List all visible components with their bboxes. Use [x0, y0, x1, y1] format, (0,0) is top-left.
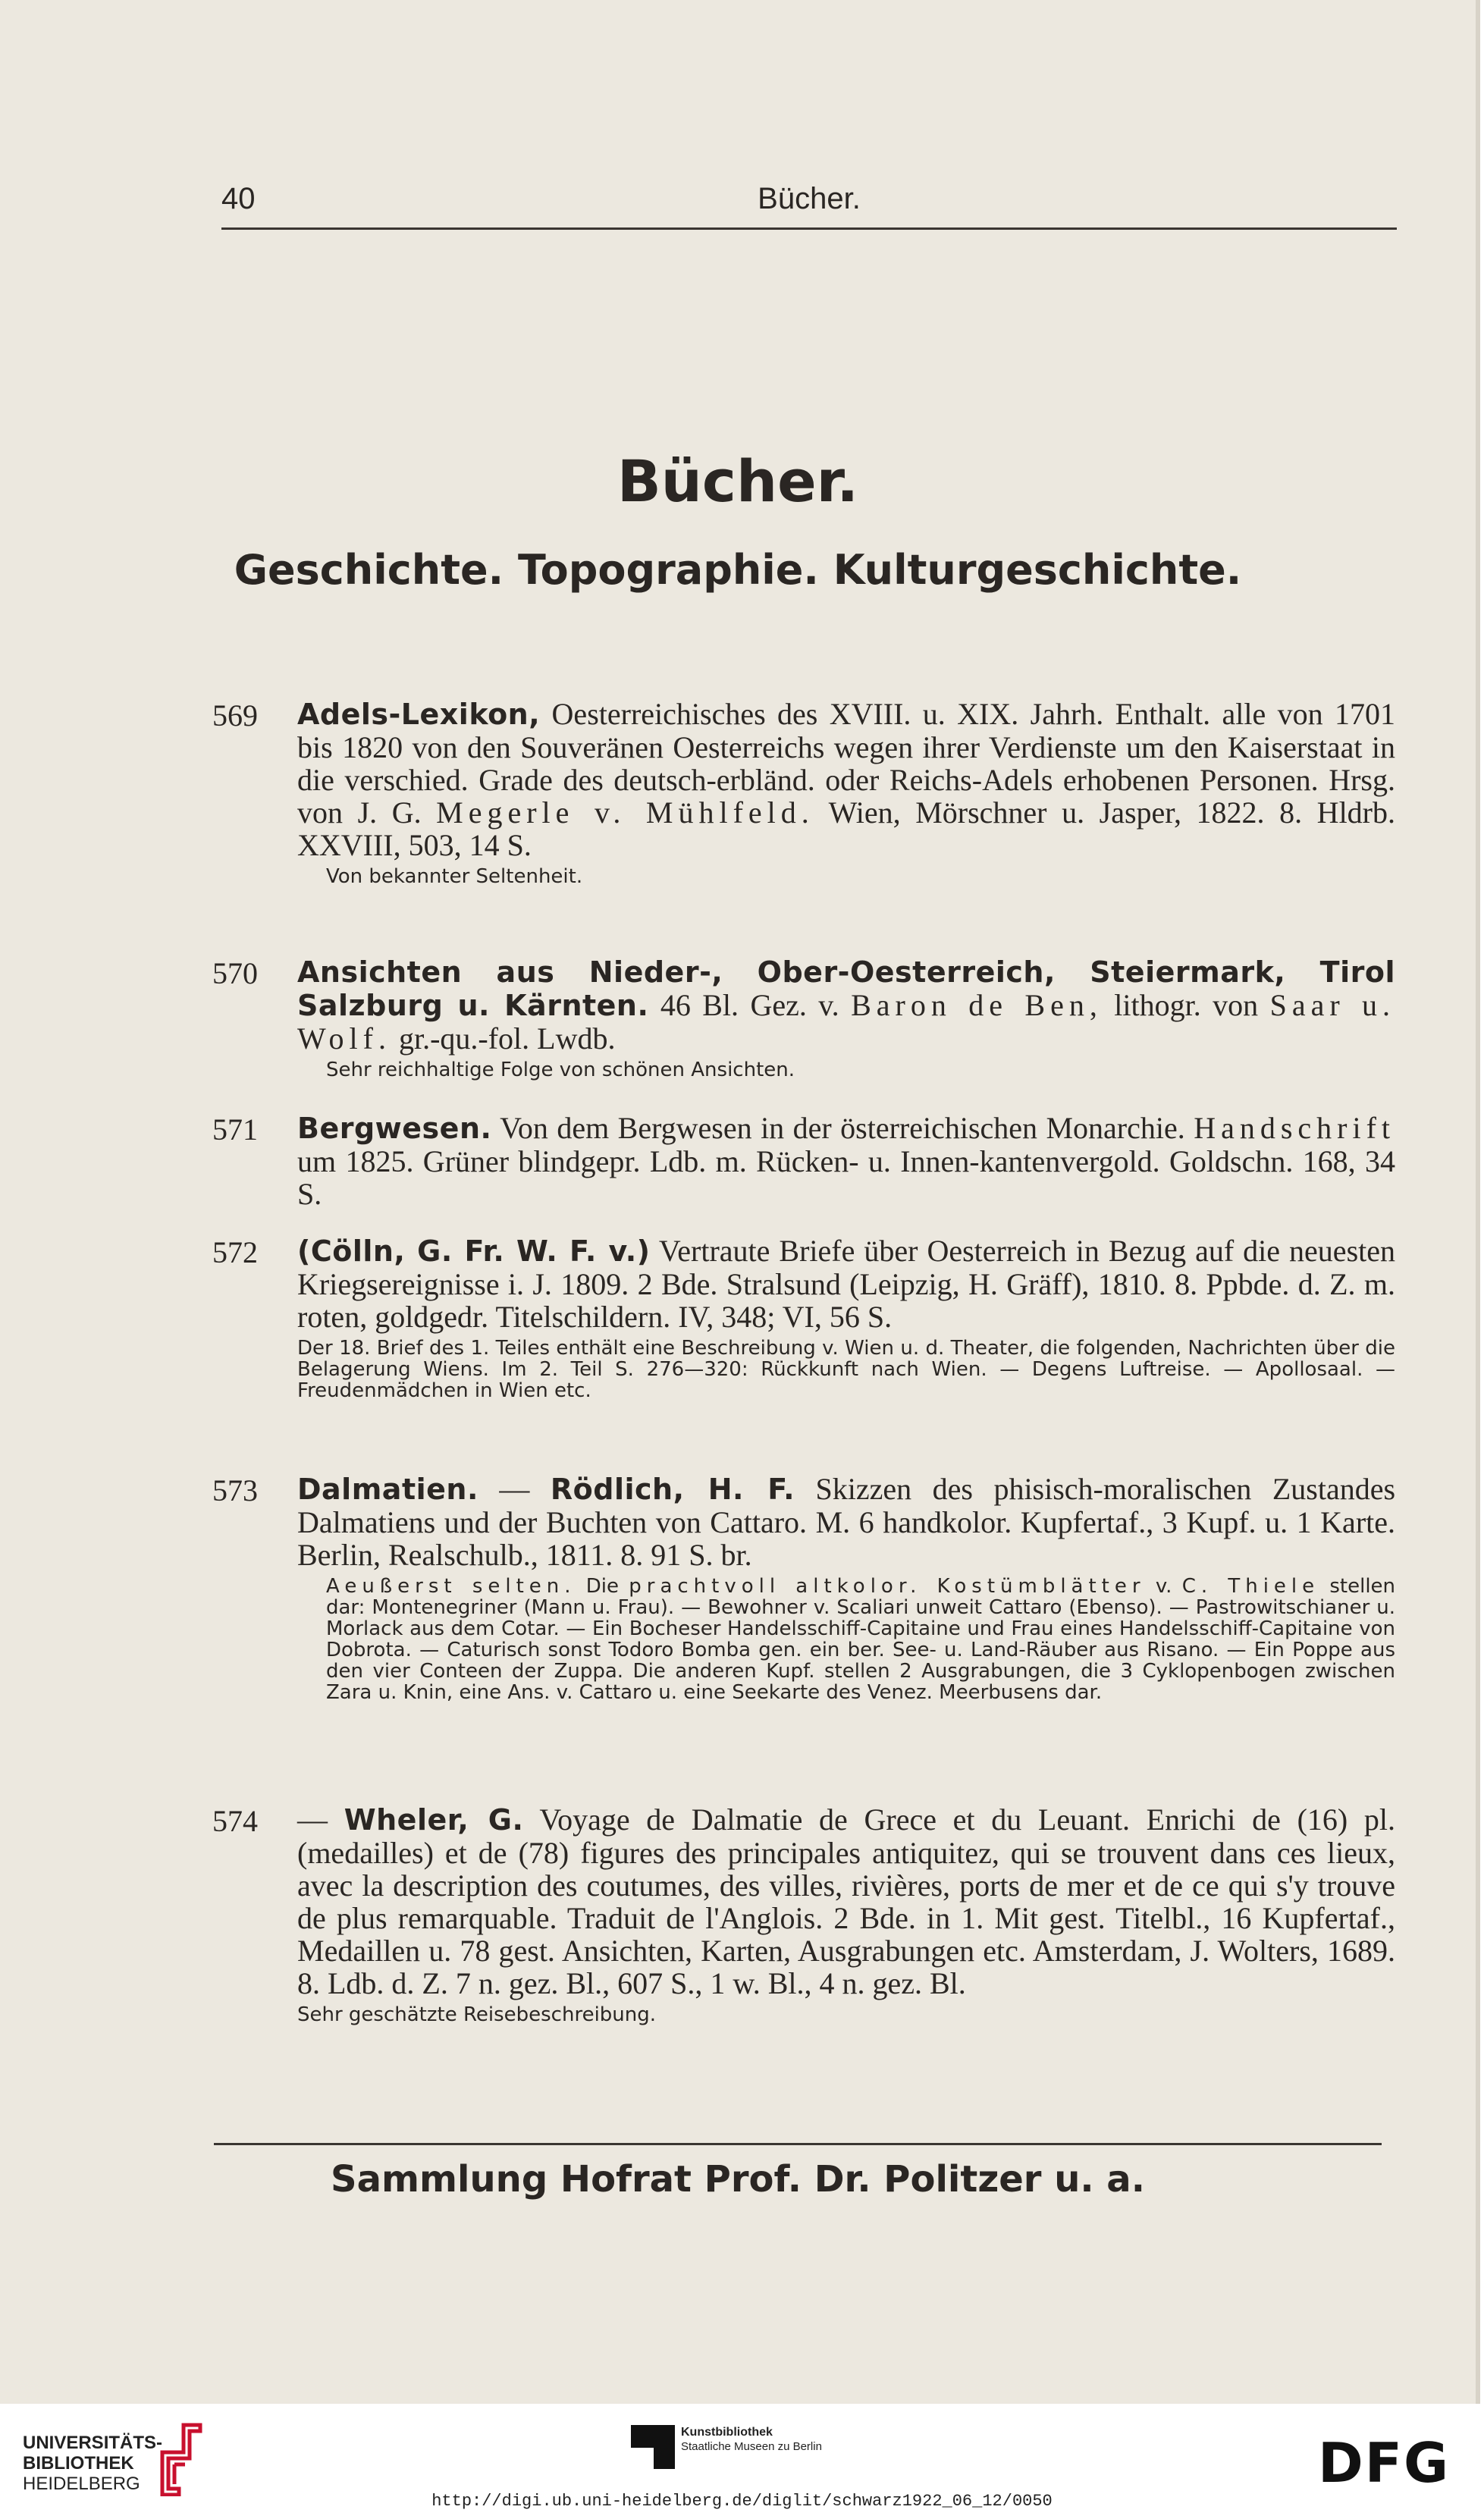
entry-number: 571	[212, 1112, 258, 1147]
ub-line: UNIVERSITÄTS-	[23, 2433, 163, 2453]
footer-rule	[214, 2143, 1382, 2145]
entry-imprint: Wien, Mörschner u. Jasper, 1822. 8. Hldrb. XXVIII, 503, 14 S.	[297, 795, 1395, 862]
page-title: Bücher.	[617, 447, 859, 515]
entry-author: Megerle v. Mühlfeld.	[436, 795, 814, 830]
entry-text	[297, 955, 1395, 1055]
entry-description: Vertraute Briefe über Oesterreich in Bezug auf die neuesten Kriegsereignisse i. J. 1809. 2 Bde. Stralsund (Leipzig, H. Gräff), 1810. 8. Ppbde. d. Z. m. roten, goldgedr. Titelschildern. IV, 348; VI, 56 S.	[297, 1234, 1395, 1334]
entry-description: 46 Bl. Gez. v.	[660, 988, 839, 1022]
note-artist: C. Thiele	[1181, 1575, 1320, 1598]
entry-headword: (Cölln, G. Fr. W. F. v.)	[297, 1234, 651, 1268]
running-title: Bücher.	[758, 182, 861, 215]
entry-author: Rödlich, H. F.	[550, 1473, 795, 1506]
entry-description: Oesterreichisches des XVIII. u. XIX. Jahrh. Enthalt. alle von 1701 bis 1820 von den Souveränen Oesterreichs wegen ihrer Verdienste um den Kaiserstaat in die verschied. Grade des deutsch-erbländ. oder Reichs-Adels erhobenen Personen. Hrsg. von J. G.	[297, 697, 1396, 830]
entry-description: Skizzen des phisisch-moralischen Zustandes Dalmatiens und der Buchten von Cattaro. M. 6 handkolor. Kupfertaf., 3 Kupf. u. 1 Karte. Berlin, Realschulb., 1811. 8. 91 S. br.	[297, 1472, 1396, 1572]
entry-artist: Baron de Ben,	[851, 988, 1103, 1022]
entry-lithographer: Saar u. Wolf.	[297, 988, 1396, 1056]
catalog-entry	[212, 1112, 1395, 1210]
entry-type: Handschrift	[1194, 1111, 1396, 1145]
ub-line: BIBLIOTHEK	[23, 2453, 134, 2474]
catalog-entry	[212, 1803, 1395, 2025]
running-header	[221, 182, 1397, 230]
entry-number: 573	[212, 1473, 258, 1507]
catalog-entry	[212, 1234, 1395, 1401]
entry-description: Von dem Bergwesen in der österreichischen Monarchie.	[500, 1111, 1185, 1145]
entry-description: lithogr. von	[1114, 988, 1259, 1022]
entry-headword: Dalmatien.	[297, 1473, 478, 1506]
entry-text	[297, 1234, 1395, 1333]
dfg-logo: DFG	[1318, 2431, 1451, 2495]
page-number: 40	[221, 182, 256, 215]
entry-headword: Adels-Lexikon,	[297, 698, 541, 731]
entry-author: Wheler, G.	[344, 1803, 524, 1837]
note-emphasis: prachtvoll altkolor. Kostümblätter	[629, 1575, 1146, 1598]
note-text: v.	[1155, 1575, 1172, 1598]
entry-number: 570	[212, 956, 258, 990]
entry-format: gr.-qu.-fol. Lwdb.	[398, 1021, 616, 1056]
section-subtitle: Geschichte. Topographie. Kulturgeschichte.	[234, 546, 1242, 594]
entry-number: 574	[212, 1804, 258, 1838]
entry-number: 572	[212, 1235, 258, 1269]
collection-footer: Sammlung Hofrat Prof. Dr. Politzer u. a.	[331, 2158, 1145, 2201]
note-text: Die	[585, 1575, 620, 1598]
entry-text	[297, 1803, 1395, 2000]
note-emphasis: Aeußerst selten.	[326, 1575, 576, 1598]
ub-heidelberg-logo-icon	[153, 2420, 206, 2496]
kb-line: Staatliche Museen zu Berlin	[681, 2440, 822, 2453]
note-text: stellen dar: Montenegriner (Mann u. Frau). — Bewohner v. Scaliari unweit Cattaro (Ebenso). — Pastrowitschianer u. Morlack aus dem Cotar. — Ein Bocheser Handelsschiff-Capitaine und Frau eines Handelsschiff-Capitaine von Dobrota. — Caturisch sonst Todoro Bomba gen. ein ber. See- u. Land-Räuber aus Risano. — Ein Poppe aus den vier Conteen der Zuppa. Die anderen Kupf. stellen 2 Ausgrabungen, die 3 Cyklopenbogen zwischen Zara u. Knin, eine Ans. v. Cattaro u. eine Seekarte des Venez. Meerbusens dar.	[326, 1575, 1396, 1704]
ub-heidelberg-label	[23, 2433, 162, 2494]
entry-headword: Bergwesen.	[297, 1112, 492, 1145]
entry-number: 569	[212, 698, 258, 733]
kunstbibliothek-label	[681, 2425, 822, 2454]
entry-text	[297, 1473, 1395, 1571]
entry-headword: Ansichten aus Nieder-, Ober-Oesterreich, Steiermark, Tirol Salzburg u. Kärnten.	[297, 955, 1395, 1022]
catalog-entry	[212, 1473, 1395, 1703]
entry-text	[297, 1112, 1395, 1210]
entry-note: Sehr geschätzte Reisebeschreibung.	[297, 2003, 657, 2026]
entry-note: Der 18. Brief des 1. Teiles enthält eine Beschreibung v. Wien u. d. Theater, die folgenden, Nachrichten über die Belagerung Wiens. Im 2. Teil S. 276—320: Rückkunft nach Wien. — Degens Luftreise. — Apollosaal. — Freudenmädchen in Wien etc.	[297, 1337, 1395, 1402]
kunstbibliothek-logo-icon	[631, 2425, 675, 2469]
entry-description: Voyage de Dalmatie de Grece et du Leuant. Enrichi de (16) pl. (medailles) et de (78) figures des principales antiquitez, qui se trouvent dans ces lieux, avec la description des coutumes, des villes, rivières, ports de mer et de ce qui s'y trouve de plus remarquable. Traduit de l'Anglois. 2 Bde. in 1. Mit gest. Titelbl., 16 Kupfertaf., Medaillen u. 78 gest. Ansichten, Karten, Ausgrabungen etc. Amsterdam, J. Wolters, 1689. 8. Ldb. d. Z. 7 n. gez. Bl., 607 S., 1 w. Bl., 4 n. gez. Bl.	[297, 1802, 1396, 2000]
digitization-bar	[0, 2404, 1484, 2516]
catalog-entry	[212, 955, 1395, 1081]
entry-note: Sehr reichhaltige Folge von schönen Ansichten.	[326, 1059, 795, 1081]
entry-text	[297, 698, 1395, 861]
entry-description: um 1825. Grüner blindgepr. Ldb. m. Rücken- u. Innen-kantenvergold. Goldschn. 168, 34 S.	[297, 1144, 1395, 1211]
kb-line: Kunstbibliothek	[681, 2426, 773, 2439]
entry-note	[326, 1576, 1395, 1703]
ub-line: HEIDELBERG	[23, 2474, 140, 2494]
entry-dash: —	[499, 1472, 530, 1506]
permalink-url[interactable]: http://digi.ub.uni-heidelberg.de/diglit/schwarz1922_06_12/0050	[431, 2492, 1053, 2511]
entry-note: Von bekannter Seltenheit.	[326, 865, 583, 888]
entry-dash: —	[297, 1802, 328, 1837]
catalog-entry	[212, 698, 1395, 887]
